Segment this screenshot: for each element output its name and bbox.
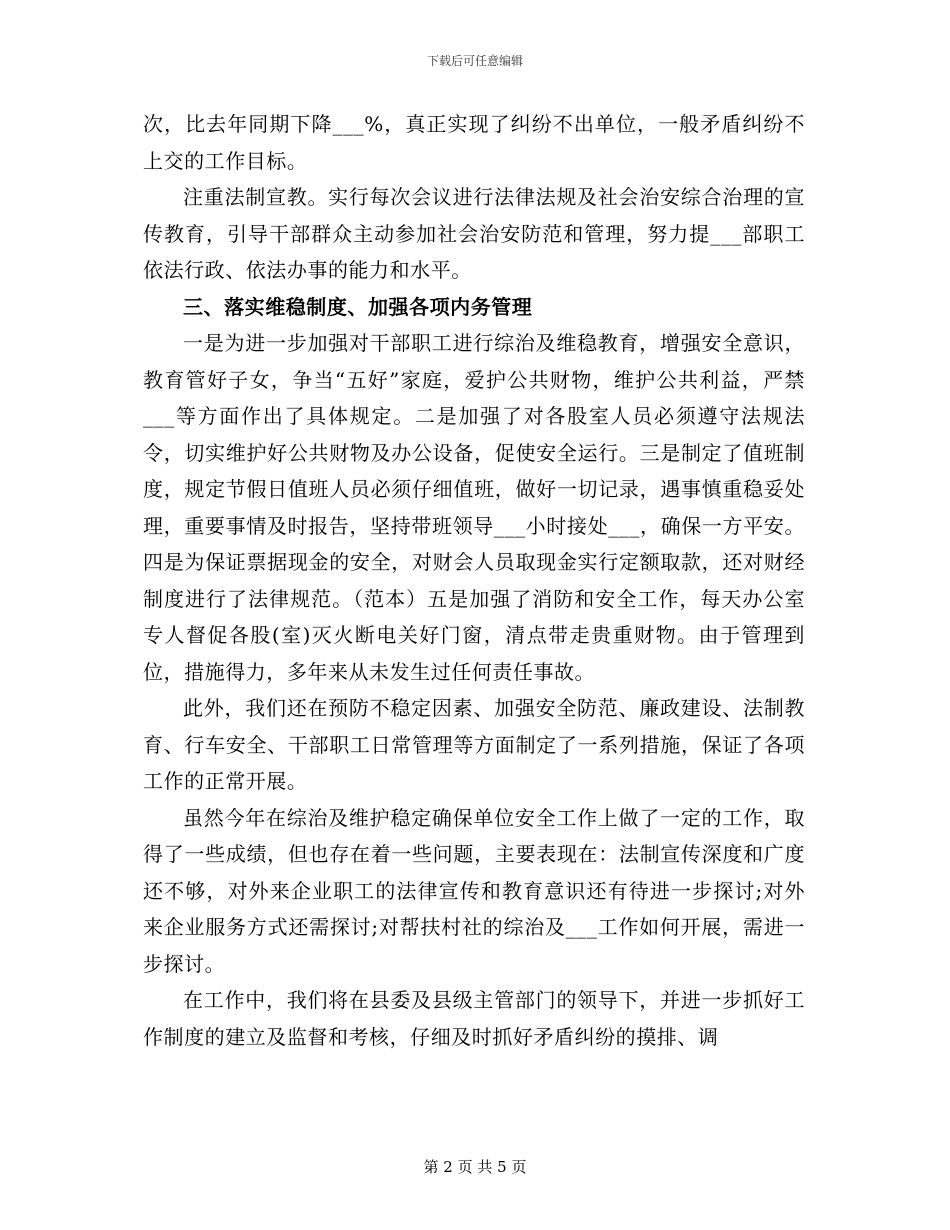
page-header: 下载后可任意编辑 <box>426 54 523 68</box>
paragraph-problems: 虽然今年在综治及维护稳定确保单位安全工作上做了一定的工作，取得了一些成绩，但也存在着一些问题，主要表现在：法制宣传深度和广度还不够，对外来企业职工的法律宣传和教育意识还有待进一步探讨;对外来企业服务方式还需探讨;对帮扶村社的综治及___工作如何开展，需进一步探讨。 <box>143 805 805 976</box>
paragraph-measures: 一是为进一步加强对干部职工进行综治及维稳教育，增强安全意识，教育管好子女，争当“五好”家庭，爱护公共财物，维护公共利益，严禁___等方面作出了具体规定。二是加强了对各股室人员必须遵守法规法令，切实维护好公共财物及办公设备，促使安全运行。三是制定了值班制度，规定节假日值班人员必须仔细值班，做好一切记录，遇事慎重稳妥处理，重要事情及时报告，坚持带班领导___小时接处___，确保一方平安。四是为保证票据现金的安全，对财会人员取现金实行定额取款，还对财经制度进行了法律规范。（范本）五是加强了消防和安全工作，每天办公室专人督促各股(室)灭火断电关好门窗，清点带走贵重财物。由于管理到位，措施得力，多年来从未发生过任何责任事故。 <box>143 331 805 684</box>
paragraph-continuation: 次，比去年同期下降___%，真正实现了纠纷不出单位，一般矛盾纠纷不上交的工作目标。 <box>143 112 805 173</box>
paragraph-legal-education: 注重法制宣教。实行每次会议进行法律法规及社会治安综合治理的宣传教育，引导干部群众主动参加社会治安防范和管理，努力提___部职工依法行政、依法办事的能力和水平。 <box>143 185 805 282</box>
section-heading: 三、落实维稳制度、加强各项内务管理 <box>183 294 533 319</box>
page-number: 第 2 页 共 5 页 <box>423 1158 527 1176</box>
paragraph-additional: 此外，我们还在预防不稳定因素、加强安全防范、廉政建设、法制教育、行车安全、干部职工日常管理等方面制定了一系列措施，保证了各项工作的正常开展。 <box>143 696 805 793</box>
document-body <box>143 106 805 1055</box>
paragraph-future-work: 在工作中，我们将在县委及县级主管部门的领导下，并进一步抓好工作制度的建立及监督和考核，仔细及时抓好矛盾纠纷的摸排、调 <box>143 988 805 1049</box>
